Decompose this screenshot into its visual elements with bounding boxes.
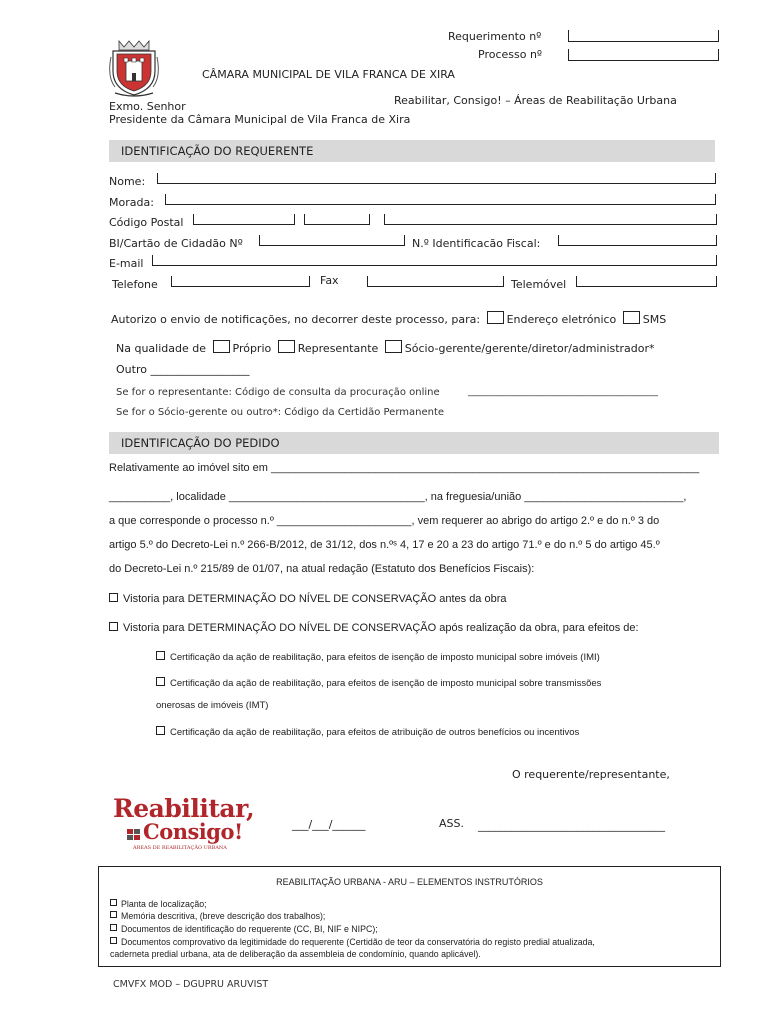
autorizo-line bbox=[111, 311, 666, 326]
vistoria-antes-checkbox[interactable] bbox=[109, 593, 118, 602]
morada-field[interactable] bbox=[165, 194, 716, 205]
socio-gerente-checkbox[interactable] bbox=[385, 340, 402, 353]
elementos-item-cont: caderneta predial urbana, ata de deliberação da assembleia de condomínio, quando aplicável). bbox=[110, 949, 481, 959]
cert-outros-item bbox=[156, 726, 579, 738]
representante-label: Representante bbox=[297, 342, 379, 355]
autorizo-text: Autorizo o envio de notificações, no decorrer deste processo, para: bbox=[111, 313, 481, 326]
processo-field[interactable] bbox=[568, 49, 719, 61]
cert-imi-label: Certificação da ação de reabilitação, para efeitos de isenção de imposto municipal sobre imóveis (IMI) bbox=[170, 652, 600, 663]
codigo-postal-localidade[interactable] bbox=[384, 214, 717, 225]
requerente-label: O requerente/representante, bbox=[512, 768, 670, 781]
outro-line bbox=[116, 363, 249, 376]
section-requerente-header bbox=[109, 140, 715, 162]
cert-imi-item bbox=[156, 651, 600, 663]
logo-line-2: Consigo! bbox=[143, 819, 243, 844]
section-title: IDENTIFICAÇÃO DO PEDIDO bbox=[121, 436, 280, 450]
qualidade-line bbox=[116, 340, 655, 355]
presidente-label: Presidente da Câmara Municipal de Vila Franca de Xira bbox=[109, 113, 411, 126]
elementos-title: REABILITAÇÃO URBANA - ARU – ELEMENTOS INSTRUTÓRIOS bbox=[276, 877, 543, 887]
footer-code: CMVFX MOD – DGUPRU ARUVIST bbox=[113, 979, 269, 990]
vistoria-antes-label: Vistoria para DETERMINAÇÃO DO NÍVEL DE CONSERVAÇÃO antes da obra bbox=[123, 593, 507, 605]
bi-label: BI/Cartão de Cidadão Nº bbox=[109, 237, 243, 250]
ass-label: ASS. bbox=[439, 817, 464, 830]
email-label: E-mail bbox=[109, 257, 144, 270]
codigo-postal-field-2[interactable] bbox=[304, 214, 370, 225]
fax-field[interactable] bbox=[367, 276, 504, 287]
reabilitar-consigo-logo bbox=[113, 794, 273, 854]
cert-imt-item-cont: onerosas de imóveis (IMT) bbox=[156, 700, 269, 711]
outro-label: Outro bbox=[116, 363, 147, 376]
cert-imt-item bbox=[156, 677, 601, 689]
fax-label: Fax bbox=[320, 274, 339, 287]
ass-field[interactable]: __________________________________ bbox=[478, 819, 665, 832]
nif-label: N.º Identificacão Fiscal: bbox=[412, 237, 541, 250]
representante-codigo-text: Se for o representante: Código de consulta da procuração online bbox=[116, 387, 440, 398]
elementos-item: Documentos comprovativo da legitimidade do requerente (Certidão de teor da conservatória do registo predial atualizada, bbox=[110, 937, 595, 947]
exmo-label: Exmo. Senhor bbox=[109, 100, 186, 113]
camara-title: CÂMARA MUNICIPAL DE VILA FRANCA DE XIRA bbox=[202, 68, 455, 81]
sms-notification-label: SMS bbox=[642, 313, 667, 326]
vistoria-antes-item bbox=[109, 593, 507, 605]
section-pedido-header bbox=[109, 432, 719, 454]
socio-certidao-text: Se for o Sócio-gerente ou outro*: Código da Certidão Permanente bbox=[116, 407, 445, 418]
pedido-line-2: __________, localidade ________________________________, na freguesia/união __________________________, bbox=[109, 491, 687, 503]
email-notification-label: Endereço eletrónico bbox=[506, 313, 617, 326]
telemovel-field[interactable] bbox=[576, 276, 717, 287]
date-field[interactable]: ___/___/______ bbox=[292, 818, 366, 831]
telefone-field[interactable] bbox=[171, 276, 310, 287]
processo-label: Processo nº bbox=[478, 48, 543, 61]
proprio-checkbox[interactable] bbox=[213, 340, 230, 353]
outro-field[interactable]: __________________ bbox=[150, 363, 250, 376]
telefone-label: Telefone bbox=[112, 278, 158, 291]
socio-gerente-label: Sócio-gerente/gerente/diretor/administrador* bbox=[404, 342, 655, 355]
requerimento-label: Requerimento nº bbox=[448, 30, 542, 43]
proprio-label: Próprio bbox=[232, 342, 272, 355]
sms-notification-checkbox[interactable] bbox=[623, 311, 640, 324]
nome-label: Nome: bbox=[109, 175, 146, 188]
pedido-line-1: Relativamente ao imóvel sito em ______________________________________________________________________ bbox=[109, 462, 700, 474]
elementos-item: Documentos de identificação do requerente (CC, BI, NIF e NIPC); bbox=[110, 924, 378, 934]
email-field[interactable] bbox=[152, 255, 717, 266]
logo-line-3: ÁREAS DE REABILITAÇÃO URBANA bbox=[133, 845, 227, 851]
cert-imt-checkbox[interactable] bbox=[156, 677, 165, 686]
cert-outros-label: Certificação da ação de reabilitação, para efeitos de atribuição de outros benefícios ou incentivos bbox=[170, 727, 580, 738]
logo-squares bbox=[127, 829, 141, 841]
nif-field[interactable] bbox=[558, 235, 717, 246]
representante-checkbox[interactable] bbox=[278, 340, 295, 353]
representante-codigo-field[interactable]: ______________________________________ bbox=[468, 386, 658, 397]
elementos-box bbox=[98, 866, 721, 967]
cert-outros-checkbox[interactable] bbox=[156, 726, 165, 735]
telemovel-label: Telemóvel bbox=[511, 278, 567, 291]
coat-of-arms-logo bbox=[107, 37, 161, 99]
codigo-postal-label: Código Postal bbox=[109, 216, 184, 229]
cert-imi-checkbox[interactable] bbox=[156, 651, 165, 660]
section-title: IDENTIFICAÇÃO DO REQUERENTE bbox=[121, 144, 314, 158]
elementos-item: Memória descritiva, (breve descrição dos trabalhos); bbox=[110, 911, 325, 921]
pedido-line-4: artigo 5.º do Decreto-Lei n.º 266-B/2012, de 31/12, dos n.ºˢ 4, 17 e 20 a 23 do artigo 71.º e do n.º 5 do artigo 45.º bbox=[109, 539, 660, 551]
nome-field[interactable] bbox=[157, 173, 716, 184]
programa-title: Reabilitar, Consigo! – Áreas de Reabilitação Urbana bbox=[394, 94, 677, 107]
requerimento-field[interactable] bbox=[568, 30, 719, 42]
vistoria-apos-label: Vistoria para DETERMINAÇÃO DO NÍVEL DE CONSERVAÇÃO após realização da obra, para efeitos de: bbox=[123, 622, 639, 634]
elementos-item: Planta de localização; bbox=[110, 899, 207, 909]
morada-label: Morada: bbox=[109, 196, 154, 209]
qualidade-label: Na qualidade de bbox=[116, 342, 206, 355]
vistoria-apos-checkbox[interactable] bbox=[109, 622, 118, 631]
logo-line-1: Reabilitar, bbox=[113, 794, 255, 823]
vistoria-apos-item bbox=[109, 622, 639, 634]
bi-field[interactable] bbox=[259, 235, 405, 246]
pedido-line-3: a que corresponde o processo n.º ______________________, vem requerer ao abrigo do artigo 2.º e do n.º 3 do bbox=[109, 515, 660, 527]
email-notification-checkbox[interactable] bbox=[487, 311, 504, 324]
pedido-line-5: do Decreto-Lei n.º 215/89 de 01/07, na atual redação (Estatuto dos Benefícios Fiscais): bbox=[109, 563, 535, 575]
cert-imt-label: Certificação da ação de reabilitação, para efeitos de isenção de imposto municipal sobre transmissões bbox=[170, 678, 602, 689]
codigo-postal-field-1[interactable] bbox=[193, 214, 295, 225]
